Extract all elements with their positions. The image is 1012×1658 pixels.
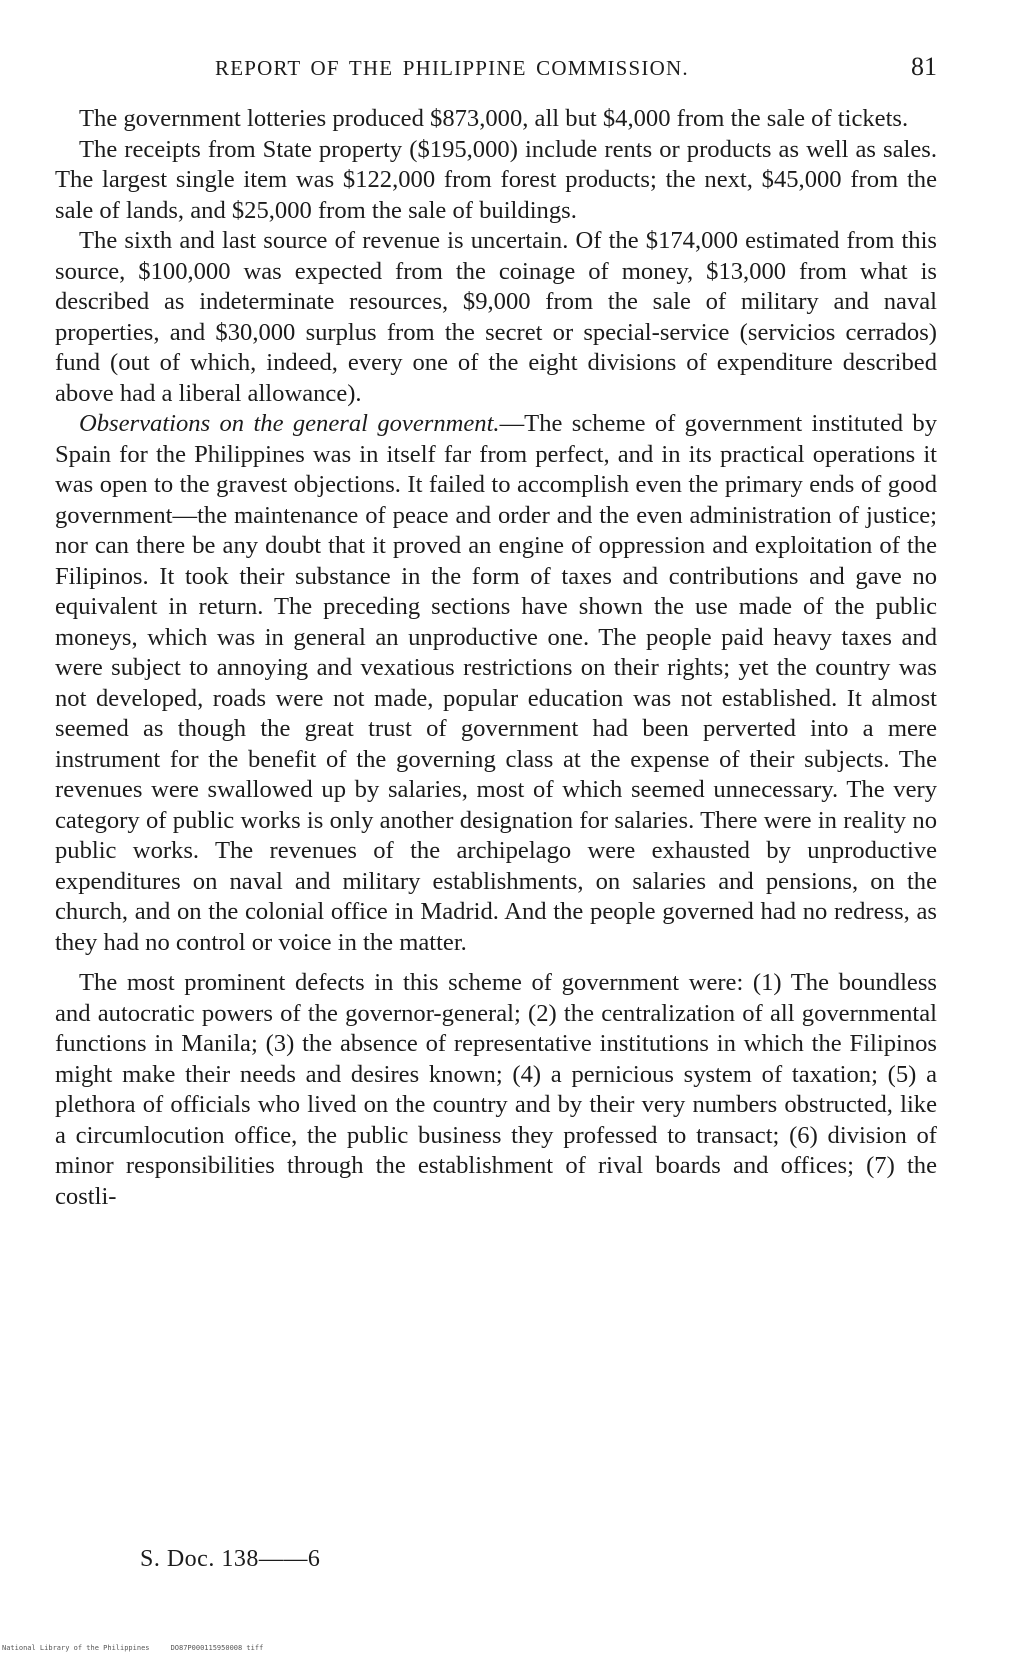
paragraph-defects: [55, 968, 937, 1212]
paragraph-state-property: [55, 135, 937, 227]
paragraph-observations: [55, 409, 937, 958]
body-text: [55, 104, 937, 1212]
paragraph-text: The sixth and last source of revenue is uncertain. Of the $174,000 estimated from this source, $100,000 was expected from the coinage of money, $13,000 from what is described as indeterminate resources, $9,000 from the sale of military and naval properties, and $30,000 surplus from the secret or special-service (servicios cerrados) fund (out of which, indeed, every one of the eight divisions of expenditure described above had a liberal allowance).: [55, 227, 937, 407]
document-signature-mark: S. Doc. 138——6: [140, 1546, 321, 1572]
page-header: [55, 52, 937, 86]
paragraph-text: The receipts from State property ($195,000) include rents or products as well as sales. The largest single item was $122,000 from forest products; the next, $45,000 from the sale of lands, and $25,000 from the sale of buildings.: [55, 135, 937, 224]
paragraph-lotteries: [55, 104, 937, 135]
running-head: REPORT OF THE PHILIPPINE COMMISSION.: [215, 56, 689, 80]
paragraph-text: The government lotteries produced $873,000, all but $4,000 from the sale of tickets.: [79, 105, 909, 132]
page-number: 81: [911, 52, 937, 81]
scan-footer: National Library of the Philippines DO87P000115950008 tiff: [2, 1644, 264, 1652]
paragraph-sixth-source: [55, 226, 937, 409]
paragraph-text: —The scheme of government instituted by Spain for the Philippines was in itself far from perfect, and in its practical operations it was open to the gravest objections. It failed to accomplish even the primary ends of good government—the maintenance of peace and order and the even administration of justice; nor can there be any doubt that it proved an engine of oppression and exploitation of the Filipinos. It took their substance in the form of taxes and contributions and gave no equivalent in return. The preceding sections have shown the use made of the public moneys, which was in general an unproductive one. The people paid heavy taxes and were subject to annoying and vexatious restrictions on their rights; yet the country was not developed, roads were not made, popular education was not established. It almost seemed as though the great trust of government had been perverted into a mere instrument for the benefit of the governing class at the expense of their subjects. The revenues were swallowed up by salaries, most of which seemed unnecessary. The very category of public works is only another designation for salaries. There were in reality no public works. The revenues of the archipelago were exhausted by unproductive expenditures on naval and military establishments, on salaries and pensions, on the church, and on the colonial office in Madrid. And the people governed had no redress, as they had no control or voice in the matter.: [55, 410, 937, 956]
section-lead-heading: Observations on the general government.: [79, 410, 500, 437]
paragraph-text: The most prominent defects in this scheme of government were: (1) The boundless and autocratic powers of the governor-general; (2) the centralization of all governmental functions in Manila; (3) the absence of representative institutions in which the Filipinos might make their needs and desires known; (4) a pernicious system of taxation; (5) a plethora of officials who lived on the country and by their very numbers obstructed, like a circumlocution office, the public business they professed to transact; (6) division of minor responsibilities through the establishment of rival boards and offices; (7) the costli-: [55, 969, 937, 1210]
